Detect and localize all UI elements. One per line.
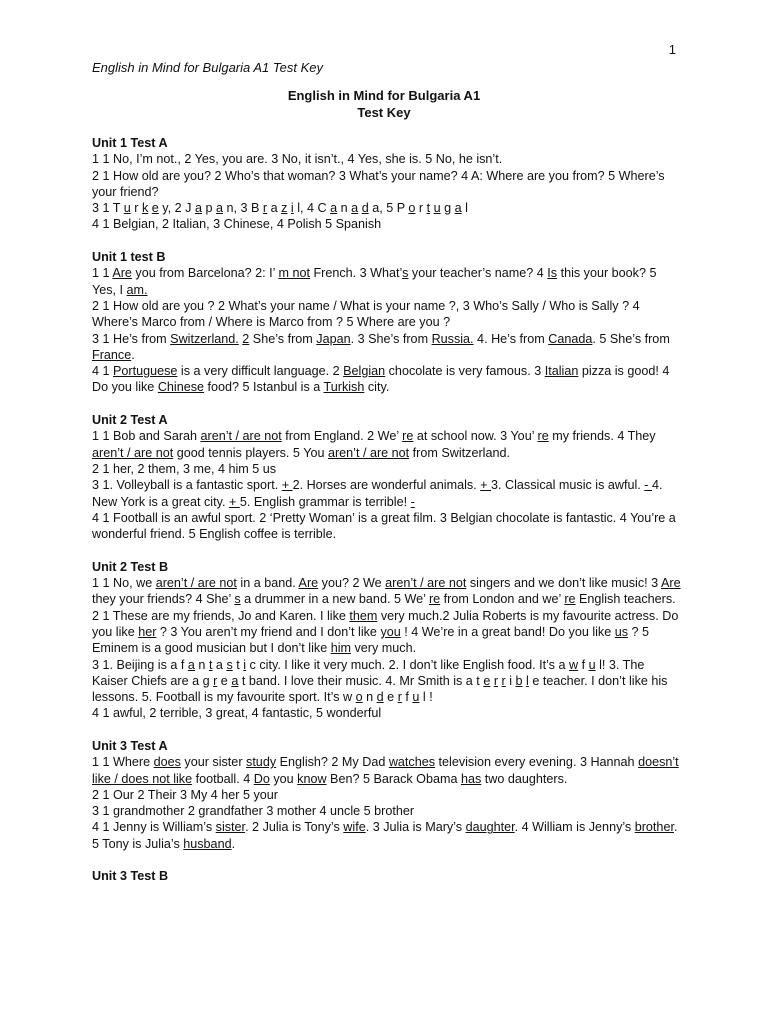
underlined-answer: i (243, 657, 247, 672)
underlined-answer: t (426, 201, 431, 216)
underlined-answer: s (226, 657, 233, 672)
answer-text: 1 1 No, we (92, 576, 156, 591)
answer-text: 4 1 Football is an awful sport. 2 ‘Pretty Woman’ is a great film. 3 Belgian chocolate is fantastic. 4 You’re a wonderful friend. 5 English coffee is terrible. (92, 510, 676, 542)
underlined-answer: re (402, 429, 414, 444)
underlined-answer: r (213, 673, 218, 688)
underlined-answer: Belgian (343, 364, 386, 379)
section-heading: Unit 2 Test A (92, 413, 168, 428)
answer-text: c city. I like it very much. 2. I don’t like English food. It’s a (246, 657, 569, 672)
answer-text: She’s from (249, 331, 317, 346)
answer-text: r (415, 201, 427, 216)
underlined-answer: r (397, 690, 402, 705)
page-number: 1 (668, 42, 676, 57)
answer-text: 4 1 Belgian, 2 Italian, 3 Chinese, 4 Polish 5 Spanish (92, 217, 382, 232)
answer-line (92, 819, 682, 852)
underlined-answer: 2 (242, 331, 250, 346)
underlined-answer: m not (278, 266, 310, 281)
answer-text: l (461, 201, 468, 216)
answer-text: your teacher’s name? 4 (408, 266, 548, 281)
underlined-answer: a (454, 201, 462, 216)
underlined-answer: u (123, 201, 131, 216)
underlined-answer: a (215, 201, 223, 216)
underlined-answer: k (141, 201, 149, 216)
answer-line (92, 151, 682, 167)
answer-text: 2. Horses are wonderful animals. (292, 478, 481, 493)
underlined-answer: him (330, 641, 351, 656)
underlined-answer: r (501, 673, 506, 688)
answer-text: good tennis players. 5 You (173, 445, 328, 460)
underlined-answer: know (297, 771, 327, 786)
answer-text: 2 1 These are my friends, Jo and Karen. I like (92, 608, 350, 623)
underlined-answer: e (483, 673, 491, 688)
answer-text: chocolate is very famous. 3 (385, 364, 545, 379)
answer-line (92, 477, 682, 510)
answer-text: English teachers. (575, 592, 676, 607)
answer-text: ! 4 We’re in a great band! Do you like (400, 624, 615, 639)
section-unit-test (92, 559, 682, 722)
answer-text: n (337, 201, 352, 216)
answer-text: 3 1 grandmother 2 grandfather 3 mother 4 uncle 5 brother (92, 804, 415, 819)
underlined-answer: o (408, 201, 416, 216)
section-unit-test (92, 249, 682, 396)
answer-text: i (505, 673, 516, 688)
answer-text: a, 5 P (368, 201, 409, 216)
answer-text: a drummer in a new band. 5 We’ (240, 592, 429, 607)
answer-text: 3 1 He’s from (92, 331, 171, 346)
answer-text: 5. English grammar is terrible! (239, 494, 411, 509)
underlined-answer: France (92, 347, 132, 362)
answer-text: . (231, 836, 236, 851)
answer-text: f (401, 690, 413, 705)
underlined-answer: e (151, 201, 159, 216)
answer-line (92, 803, 682, 819)
answer-text: . 4 William is Jenny’s (514, 820, 635, 835)
answer-text: 2 1 How old are you ? 2 What’s your name / What is your name ?, 3 Who’s Sally / Who is Sally ? 4 Where’s Marco from / Where is Marco from ? 5 Where are you ? (92, 298, 640, 330)
answer-text: this your book? 5 Yes, I (92, 266, 657, 297)
underlined-answer: am. (126, 282, 148, 297)
underlined-answer: Are (112, 266, 132, 281)
underlined-answer: s (234, 592, 241, 607)
answer-text: e (217, 673, 232, 688)
underlined-answer: l (526, 673, 529, 688)
section-unit-test (92, 738, 682, 852)
answer-line (92, 428, 682, 461)
answer-text: n, 3 B (223, 201, 263, 216)
answer-text: 2 1 her, 2 them, 3 me, 4 him 5 us (92, 461, 277, 476)
underlined-answer: z (281, 201, 288, 216)
answer-text: l! 3. The Kaiser Chiefs are a g (92, 657, 645, 688)
answer-text: . 3 She’s from (350, 331, 432, 346)
underlined-answer: d (376, 690, 384, 705)
answer-text: g (440, 201, 455, 216)
underlined-answer: Russia. (431, 331, 474, 346)
underlined-answer: watches (388, 755, 436, 770)
answer-text: English? 2 My Dad (276, 755, 389, 770)
answer-text: pizza is good! 4 Do you like (92, 364, 670, 395)
answer-text: very much.2 Julia Roberts is my favourite actress. Do you like (92, 608, 679, 639)
answer-text: from Switzerland. (409, 445, 510, 460)
answer-text: t band. I love their music. 4. Mr Smith is a t (238, 673, 484, 688)
answer-text: . 5 Tony is Julia’s (92, 820, 678, 851)
underlined-answer: you (380, 624, 401, 639)
underlined-answer: a (351, 201, 359, 216)
answer-text: at school now. 3 You’ (413, 429, 538, 444)
answer-text: y, 2 J (158, 201, 195, 216)
answer-text: Ben? 5 Barack Obama (326, 771, 461, 786)
answer-text: from England. 2 We’ (281, 429, 403, 444)
underlined-answer: o (355, 690, 363, 705)
answer-text: r (130, 201, 142, 216)
underlined-answer: Switzerland. (170, 331, 239, 346)
answer-line (92, 331, 682, 364)
underlined-answer: a (187, 657, 195, 672)
answer-text: 3 1. Beijing is a f (92, 657, 188, 672)
underlined-answer: sister (215, 820, 246, 835)
underlined-answer: Do (253, 771, 270, 786)
underlined-answer: a (330, 201, 338, 216)
answer-text: . 2 Julia is Tony’s (245, 820, 344, 835)
answer-key-body (92, 135, 682, 901)
answer-text: a (267, 201, 282, 216)
underlined-answer: aren’t / are not (327, 445, 410, 460)
underlined-answer: Canada (548, 331, 593, 346)
answer-text: in a band. (236, 576, 299, 591)
answer-text: 4 1 Jenny is William’s (92, 820, 216, 835)
answer-text: 4. He’s from (473, 331, 549, 346)
answer-text: 1 1 (92, 266, 113, 281)
underlined-answer: Portuguese (113, 364, 178, 379)
section-unit-test (92, 412, 682, 542)
answer-line (92, 705, 682, 721)
underlined-answer: b (515, 673, 523, 688)
answer-text: ? 5 Eminem is a good musician but I don’t like (92, 624, 650, 656)
answer-text: 2 1 Our 2 Their 3 My 4 her 5 your (92, 787, 278, 802)
underlined-answer: t (208, 657, 213, 672)
underlined-answer: study (246, 755, 277, 770)
section-heading: Unit 3 Test A (92, 738, 168, 753)
answer-text: singers and we don’t like music! 3 (466, 576, 661, 591)
answer-text: 4 1 (92, 364, 114, 379)
underlined-answer: aren’t / are not (385, 576, 467, 591)
answer-text: n (362, 690, 377, 705)
answer-text: 4. New York is a great city. (92, 478, 663, 509)
section-heading: Unit 2 Test B (92, 559, 169, 574)
underlined-answer: - (410, 494, 415, 509)
answer-line (92, 461, 682, 477)
answer-line (92, 298, 682, 331)
answer-text: 1 1 Bob and Sarah (92, 429, 201, 444)
underlined-answer: w (568, 657, 579, 672)
underlined-answer: doesn’t like / does not like (92, 755, 679, 786)
underlined-answer: has (460, 771, 482, 786)
answer-text: l, 4 C (293, 201, 331, 216)
underlined-answer: brother (634, 820, 674, 835)
answer-line (92, 363, 682, 396)
answer-line (92, 754, 682, 787)
answer-text: you (269, 771, 298, 786)
answer-line (92, 510, 682, 543)
underlined-answer: them (349, 608, 378, 623)
document-title-line-1: English in Mind for Bulgaria A1 (287, 88, 481, 103)
underlined-answer: us (614, 624, 629, 639)
answer-text: two daughters. (481, 771, 568, 786)
underlined-answer: + (228, 494, 240, 509)
underlined-answer: + (281, 478, 293, 493)
answer-line (92, 216, 682, 232)
answer-text: . 3 Julia is Mary’s (365, 820, 466, 835)
underlined-answer: aren’t / are not (155, 576, 237, 591)
underlined-answer: re (537, 429, 549, 444)
answer-text: t (232, 657, 244, 672)
underlined-answer: r (493, 673, 499, 688)
answer-text: city. (364, 380, 390, 395)
document-title (0, 87, 768, 121)
underlined-answer: husband (183, 836, 232, 851)
answer-text: 1 1 Where (92, 755, 154, 770)
answer-text: 3. Classical music is awful. (491, 478, 645, 493)
answer-line (92, 608, 682, 657)
running-head: English in Mind for Bulgaria A1 Test Key (92, 60, 323, 75)
answer-text: p (201, 201, 216, 216)
answer-text: my friends. 4 They (548, 429, 656, 444)
answer-text: you from Barcelona? 2: I’ (131, 266, 279, 281)
underlined-answer: aren’t / are not (200, 429, 282, 444)
answer-text: 2 1 How old are you? 2 Who’s that woman? 3 What’s your name? 4 A: Where are you from? 5 Where’s your friend? (92, 168, 665, 199)
answer-text: . (131, 347, 135, 362)
section-unit-test (92, 135, 682, 233)
answer-text: you? 2 We (318, 576, 386, 591)
answer-text: very much. (351, 641, 417, 656)
underlined-answer: wife (343, 820, 366, 835)
answer-text: f (578, 657, 589, 672)
answer-line (92, 657, 682, 706)
answer-text: is a very difficult language. 2 (177, 364, 344, 379)
answer-text: they your friends? 4 She’ (92, 592, 235, 607)
answer-text: 3 1 T (92, 201, 124, 216)
underlined-answer: Italian (544, 364, 579, 379)
section-heading: Unit 1 Test A (92, 136, 168, 150)
answer-text: 1 1 No, I’m not., 2 Yes, you are. 3 No, it isn’t., 4 Yes, she is. 5 No, he isn’t. (92, 152, 503, 167)
answer-text: food? 5 Istanbul is a (204, 380, 324, 395)
answer-text: a (212, 657, 227, 672)
underlined-answer: s (402, 266, 409, 281)
answer-text: 4 1 awful, 2 terrible, 3 great, 4 fantastic, 5 wonderful (92, 706, 382, 721)
underlined-answer: daughter (465, 820, 515, 835)
answer-text: your sister (180, 755, 247, 770)
section-heading: Unit 3 Test B (92, 869, 169, 884)
underlined-answer: re (564, 592, 576, 607)
underlined-answer: d (361, 201, 369, 216)
section-unit-test (92, 868, 682, 884)
underlined-answer: r (262, 201, 268, 216)
answer-text: football. 4 (192, 771, 254, 786)
answer-text: e (383, 690, 398, 705)
answer-line (92, 200, 682, 216)
underlined-answer: re (428, 592, 441, 607)
answer-text: 3 1. Volleyball is a fantastic sport. (92, 478, 282, 493)
answer-line (92, 168, 682, 201)
underlined-answer: Are (298, 576, 319, 591)
answer-text: . 5 She’s from (592, 331, 670, 346)
underlined-answer: Is (547, 266, 558, 281)
answer-text: l ! (419, 690, 433, 705)
underlined-answer: her (138, 624, 157, 639)
underlined-answer: does (153, 755, 181, 770)
answer-text: n (194, 657, 209, 672)
underlined-answer: a (194, 201, 202, 216)
underlined-answer: i (290, 201, 294, 216)
underlined-answer: u (433, 201, 441, 216)
underlined-answer: Japan (316, 331, 351, 346)
answer-line (92, 265, 682, 298)
answer-text: e teacher. I don’t like his lessons. 5. Football is my favourite sport. It’s w (92, 673, 668, 705)
answer-text: from London and we’ (440, 592, 565, 607)
answer-text: French. 3 What’ (309, 266, 403, 281)
answer-text: television every evening. 3 Hannah (435, 755, 639, 770)
underlined-answer: Turkish (323, 380, 365, 395)
underlined-answer: aren’t / are not (92, 445, 174, 460)
section-heading: Unit 1 test B (92, 250, 166, 265)
underlined-answer: a (231, 673, 239, 688)
answer-line (92, 575, 682, 608)
document-title-line-2: Test Key (357, 105, 411, 120)
underlined-answer: Chinese (157, 380, 205, 395)
underlined-answer: u (412, 690, 420, 705)
answer-text: ? 3 You aren’t my friend and I don’t like (156, 624, 381, 639)
underlined-answer: - (644, 478, 652, 493)
answer-line (92, 787, 682, 803)
underlined-answer: Are (660, 576, 681, 591)
underlined-answer: u (588, 657, 596, 672)
underlined-answer: + (480, 478, 492, 493)
